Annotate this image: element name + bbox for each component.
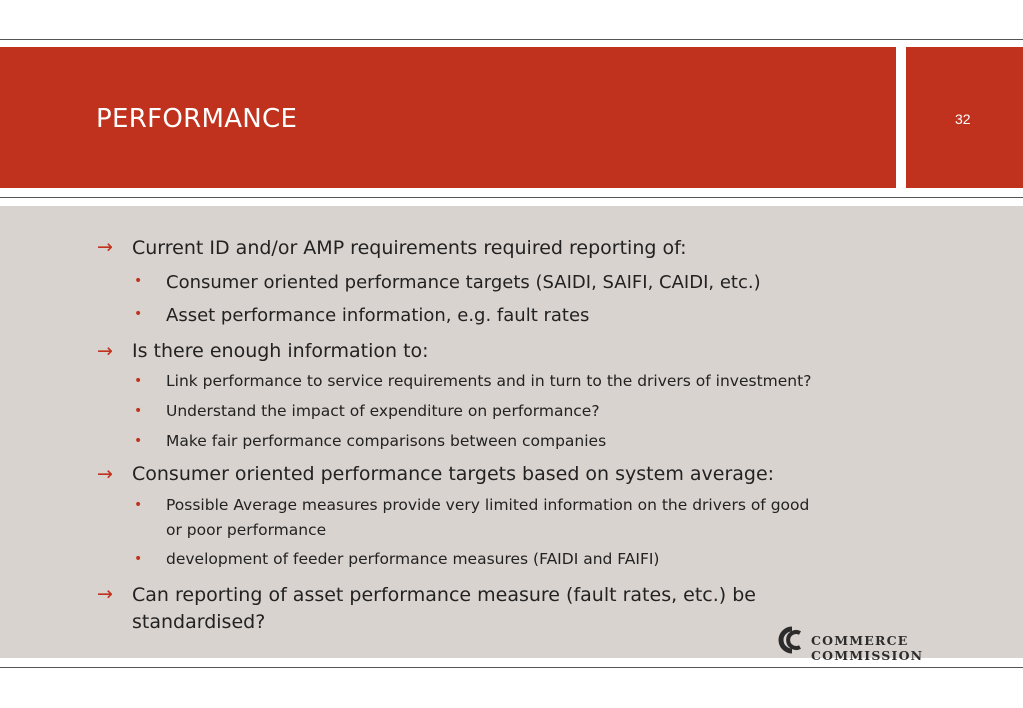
mid-rule bbox=[0, 197, 1023, 198]
bullet-3: Consumer oriented performance targets based on system average: bbox=[132, 463, 775, 485]
top-rule bbox=[0, 39, 1023, 40]
bullet-2-3: Make fair performance comparisons between companies bbox=[166, 432, 607, 450]
bullet-2-2: Understand the impact of expenditure on performance? bbox=[166, 402, 600, 420]
bullet-dot-icon: • bbox=[134, 373, 143, 389]
bullet-dot-icon: • bbox=[134, 497, 143, 513]
right-arrow-icon: → bbox=[97, 236, 113, 258]
right-arrow-icon: → bbox=[97, 340, 113, 362]
bottom-rule bbox=[0, 667, 1023, 668]
bullet-3-1-line2: or poor performance bbox=[166, 521, 327, 539]
right-arrow-icon: → bbox=[97, 463, 113, 485]
bullet-dot-icon: • bbox=[134, 403, 143, 419]
bullet-4-line1: Can reporting of asset performance measure (fault rates, etc.) be bbox=[132, 584, 756, 606]
bullet-1-1: Consumer oriented performance targets (SAIDI, SAIFI, CAIDI, etc.) bbox=[166, 272, 761, 293]
bullet-dot-icon: • bbox=[134, 551, 143, 567]
bullet-2: Is there enough information to: bbox=[132, 340, 429, 362]
logo-text: COMMERCE COMMISSION bbox=[811, 633, 924, 663]
bullet-4-line2: standardised? bbox=[132, 611, 266, 633]
bullet-3-1-line1: Possible Average measures provide very limited information on the drivers of good bbox=[166, 496, 810, 514]
bullet-2-1: Link performance to service requirements and in turn to the drivers of investment? bbox=[166, 372, 812, 390]
bullet-1: Current ID and/or AMP requirements required reporting of: bbox=[132, 237, 687, 259]
bullet-dot-icon: • bbox=[134, 433, 143, 449]
slide-title: PERFORMANCE bbox=[96, 104, 298, 134]
bullet-dot-icon: • bbox=[134, 306, 143, 322]
right-arrow-icon: → bbox=[97, 583, 113, 605]
bullet-1-2: Asset performance information, e.g. fault rates bbox=[166, 305, 590, 326]
bullet-dot-icon: • bbox=[134, 273, 143, 289]
bullet-3-2: development of feeder performance measures (FAIDI and FAIFI) bbox=[166, 550, 660, 568]
commerce-commission-logo-icon bbox=[776, 626, 808, 654]
page-number: 32 bbox=[955, 111, 971, 127]
